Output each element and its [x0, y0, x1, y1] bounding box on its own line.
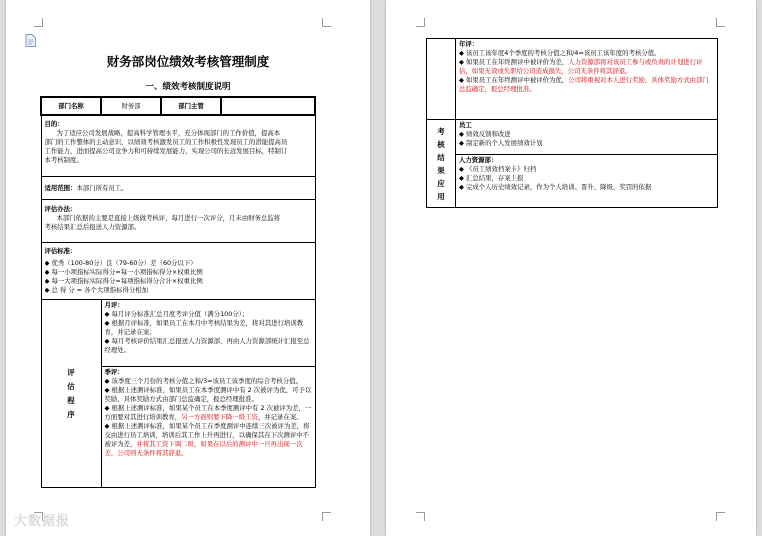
policy-table-p2 [426, 38, 718, 208]
annual-row [427, 39, 718, 120]
quarterly-item-text: 根据上述测评标准，如果某个员工在本季度测评中有 2 次被评为差，一方面要对其进行培训教育， [104, 404, 312, 421]
purpose-label: 目的： [44, 120, 64, 128]
criteria-label: 评估标准： [44, 247, 77, 255]
annual-item [459, 58, 714, 76]
usage-char: 核 [437, 139, 445, 149]
procedure-label [41, 300, 101, 488]
monthly-label: 月评： [104, 301, 124, 309]
monthly-item-text: 每月评分标准汇总月度考评分值（满分100分）； [111, 310, 249, 318]
manager-label: 部门主管 [161, 97, 221, 115]
margin-marker [34, 18, 43, 27]
hr-item: ◆ 汇总结果，存案上报 [459, 174, 714, 183]
monthly-item [105, 310, 312, 319]
monthly-item-text: 根据月评标准，如果员工在本月中考核结果为差，将对其进行培训教育，并记录在案； [104, 319, 304, 336]
usage-char: 应 [437, 178, 445, 188]
procedure-monthly-row [41, 300, 315, 367]
annual-cell [456, 39, 718, 120]
quarterly-list [105, 377, 312, 458]
purpose-line: 为了适应公司发展战略，提高科学管理水平，充分体现部门的工作价值，提高本 [56, 129, 281, 137]
margin-marker [416, 512, 425, 521]
hr-item: ◆ 完成个人历史绩效记录，作为个人培训、晋升、降级、奖罚的依据 [459, 183, 714, 192]
method-row [41, 200, 315, 243]
quarterly-item [105, 404, 312, 422]
procedure-char: 序 [67, 409, 75, 419]
annual-list [459, 49, 714, 94]
usage-char: 考 [437, 126, 445, 136]
quarterly-item [105, 377, 312, 386]
method-cell [41, 200, 315, 243]
criteria-item: ◆ 总 得 分 = 各个大项指标得分相加 [45, 286, 312, 295]
monthly-item-text: 每月考核评价结果汇总报送人力资源部，再由人力资源部统计汇报至总经理处。 [104, 337, 310, 354]
manager-value [221, 97, 315, 115]
scope-row [41, 177, 315, 200]
section-heading: 一、绩效考核制度说明 [145, 82, 231, 92]
scope-cell [41, 177, 315, 200]
quarterly-item-text: ，并记录在案。 [257, 413, 303, 421]
dept-name-label: 部门名称 [41, 97, 101, 115]
criteria-cell [41, 243, 315, 300]
quarterly-item [105, 422, 312, 458]
document-page-1 [6, 0, 370, 536]
hr-cell [456, 155, 718, 208]
annual-item-text: 人力资源部将对该员工参与或负责的计划进行评估，如果无效或失职给公司造成损失，公司无条件将其辞退。 [459, 58, 703, 75]
monthly-cell [101, 300, 315, 367]
margin-marker [716, 18, 725, 27]
usage-staff-row [427, 120, 718, 155]
annual-spacer [427, 39, 456, 120]
quarterly-item-text: 根据上述测评标准，如果某个员工在季度测评中连续三次被评为差，将交由进行员工培训，培训后其工作上升再进行，以确保其在下次测评中不被评为差， [104, 422, 310, 448]
policy-table-p1 [40, 96, 316, 488]
usage-char: 果 [437, 165, 445, 175]
method-label: 评估办法： [44, 205, 77, 213]
watermark-logo: 大数据报 [14, 514, 71, 529]
monthly-list [105, 310, 312, 355]
procedure-char: 估 [67, 381, 75, 391]
annual-item [459, 49, 714, 58]
staff-item: ◆ 绩效反馈和改进 [459, 130, 714, 139]
scope-label: 适用范围： [44, 183, 77, 192]
margin-marker [322, 512, 331, 521]
purpose-line: 工作能力，进而提高公司竞争力和可持续发展能力，实现公司的长远发展目标，特制订 [44, 147, 288, 155]
criteria-item: ◆ 每一小项指标实际得分=每一小项指标得分×权重比例 [45, 268, 312, 277]
monthly-item [105, 337, 312, 355]
header-row [41, 97, 315, 115]
quarterly-item-text: 另一方面则要下降一级工资 [181, 413, 258, 421]
purpose-line: 本考核制度。 [44, 156, 83, 164]
procedure-char: 程 [67, 395, 75, 405]
staff-label: 员工 [459, 121, 472, 129]
usage-label [427, 120, 456, 208]
annual-label: 年评： [459, 40, 479, 48]
scope-text: 本部门所有员工。 [76, 183, 128, 192]
quarterly-item-text: 并将其工资下调二级，如果在以后的测评中一旦再出现一次差，公司则无条件将其辞退。 [104, 440, 303, 457]
margin-marker [716, 512, 725, 521]
quarterly-item-text: 根据上述测评标准，如果员工在本季度测评中有 2 次被评为优，可予以奖励，具体奖励方式由部门总监确定，报总经理批准。 [104, 386, 312, 403]
monthly-item [105, 319, 312, 337]
usage-char: 结 [437, 152, 445, 162]
annual-item-text: 该员工该年度4个季度的考核分值之和/4=该员工该年度的考核分值。 [465, 49, 661, 57]
quarterly-cell [101, 367, 315, 488]
quarterly-item [105, 386, 312, 404]
purpose-row [41, 115, 315, 177]
usage-char: 用 [437, 191, 445, 201]
method-line: 本部门依据的主要是直接上级做考核评，每月进行一次评分，月末由财务总监将 [56, 214, 281, 222]
purpose-cell [41, 115, 315, 177]
quarterly-label: 季评： [104, 368, 124, 376]
staff-cell [456, 120, 718, 155]
hr-item: ◆ 《员工绩效档案卡》归档 [459, 165, 714, 174]
annual-item-text: 如果员工在年终测评中被评价为优， [465, 76, 569, 84]
staff-item: ◆ 制定新的个人发展绩效计划 [459, 139, 714, 148]
margin-marker [416, 18, 425, 27]
dept-name-value: 财务部 [101, 97, 161, 115]
criteria-item: ◆ 优秀（100-80分）良（79-60分）差（60分以下） [45, 259, 312, 268]
purpose-line: 部门的工作整体的主动意识，以绩效考核激发员工的工作积极性发现员工的潜能提高员 [44, 138, 288, 146]
quarterly-item-text: 该季度三个月份的考核分值之和/3=该员工该季度的综合考核分值。 [111, 377, 302, 385]
usage-hr-row [427, 155, 718, 208]
criteria-item: ◆ 每一大项指标实际得分=每项指标得分合计×权重比例 [45, 277, 312, 286]
annual-item-text: 如果员工在年终测评中被评价为差， [465, 58, 569, 66]
document-page-2 [386, 0, 756, 536]
procedure-char: 评 [67, 367, 75, 377]
document-icon [25, 34, 36, 47]
hr-label: 人力资源部： [459, 156, 498, 164]
method-line: 考核结果汇总后报送人力资源部。 [44, 223, 141, 231]
criteria-row [41, 243, 315, 300]
annual-item [459, 76, 714, 94]
margin-marker [322, 18, 331, 27]
doc-title: 财务部岗位绩效考核管理制度 [106, 54, 270, 69]
annual-item-text: 公司将重视对本人进行奖励，具体奖励方式由部门总监确定，报总经理批准。 [459, 76, 709, 93]
